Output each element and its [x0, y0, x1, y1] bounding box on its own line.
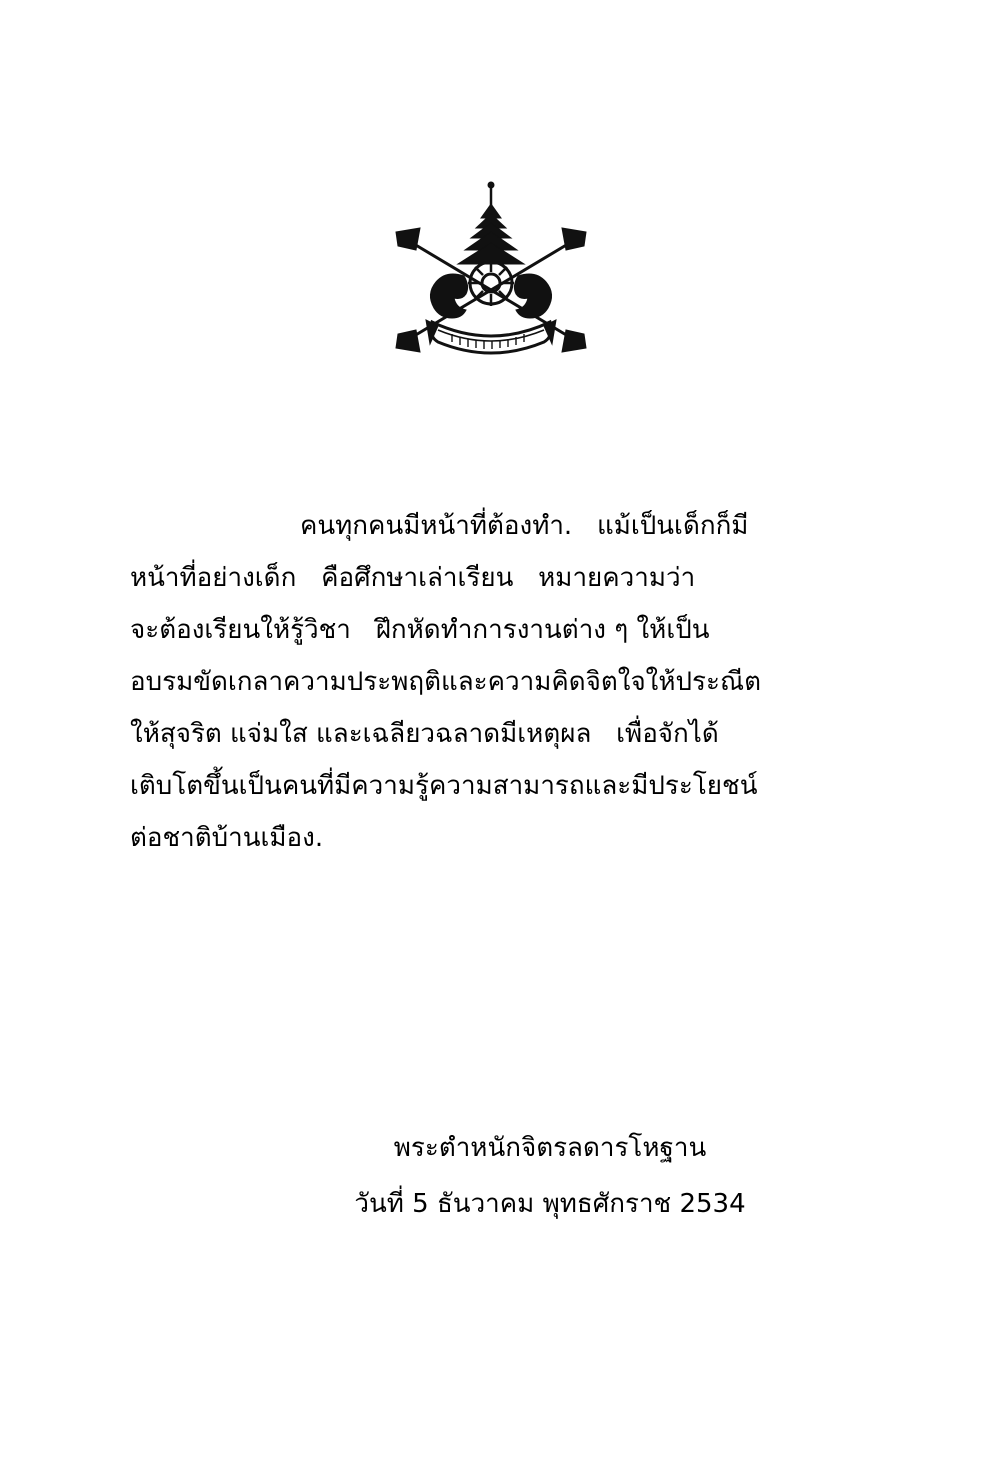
body-line: คนทุกคนมีหน้าที่ต้องทำ. แม้เป็นเด็กก็มี — [300, 511, 749, 541]
body-line: ให้สุจริต แจ่มใส และเฉลียวฉลาดมีเหตุผล เพื่อจักได้ — [130, 719, 719, 749]
body-line: หน้าที่อย่างเด็ก คือศึกษาเล่าเรียน หมายความว่า — [130, 563, 696, 593]
letter-body — [130, 500, 860, 864]
body-line: จะต้องเรียนให้รู้วิชา ฝึกหัดทำการงานต่าง ๆ ให้เป็น — [130, 615, 710, 645]
body-line: ต่อชาติบ้านเมือง. — [130, 823, 324, 853]
body-line: อบรมขัดเกลาความประพฤติและความคิดจิตใจให้ประณีต — [130, 667, 761, 697]
signature-place: พระตำหนักจิตรลดารโหฐาน — [393, 1133, 707, 1163]
signature-block — [130, 1120, 860, 1232]
body-line: เติบโตขึ้นเป็นคนที่มีความรู้ความสามารถและมีประโยชน์ — [130, 771, 758, 801]
royal-thai-emblem-icon — [386, 180, 596, 380]
signature-date: วันที่ 5 ธันวาคม พุทธศักราช 2534 — [354, 1189, 746, 1219]
emblem-container — [0, 180, 982, 380]
